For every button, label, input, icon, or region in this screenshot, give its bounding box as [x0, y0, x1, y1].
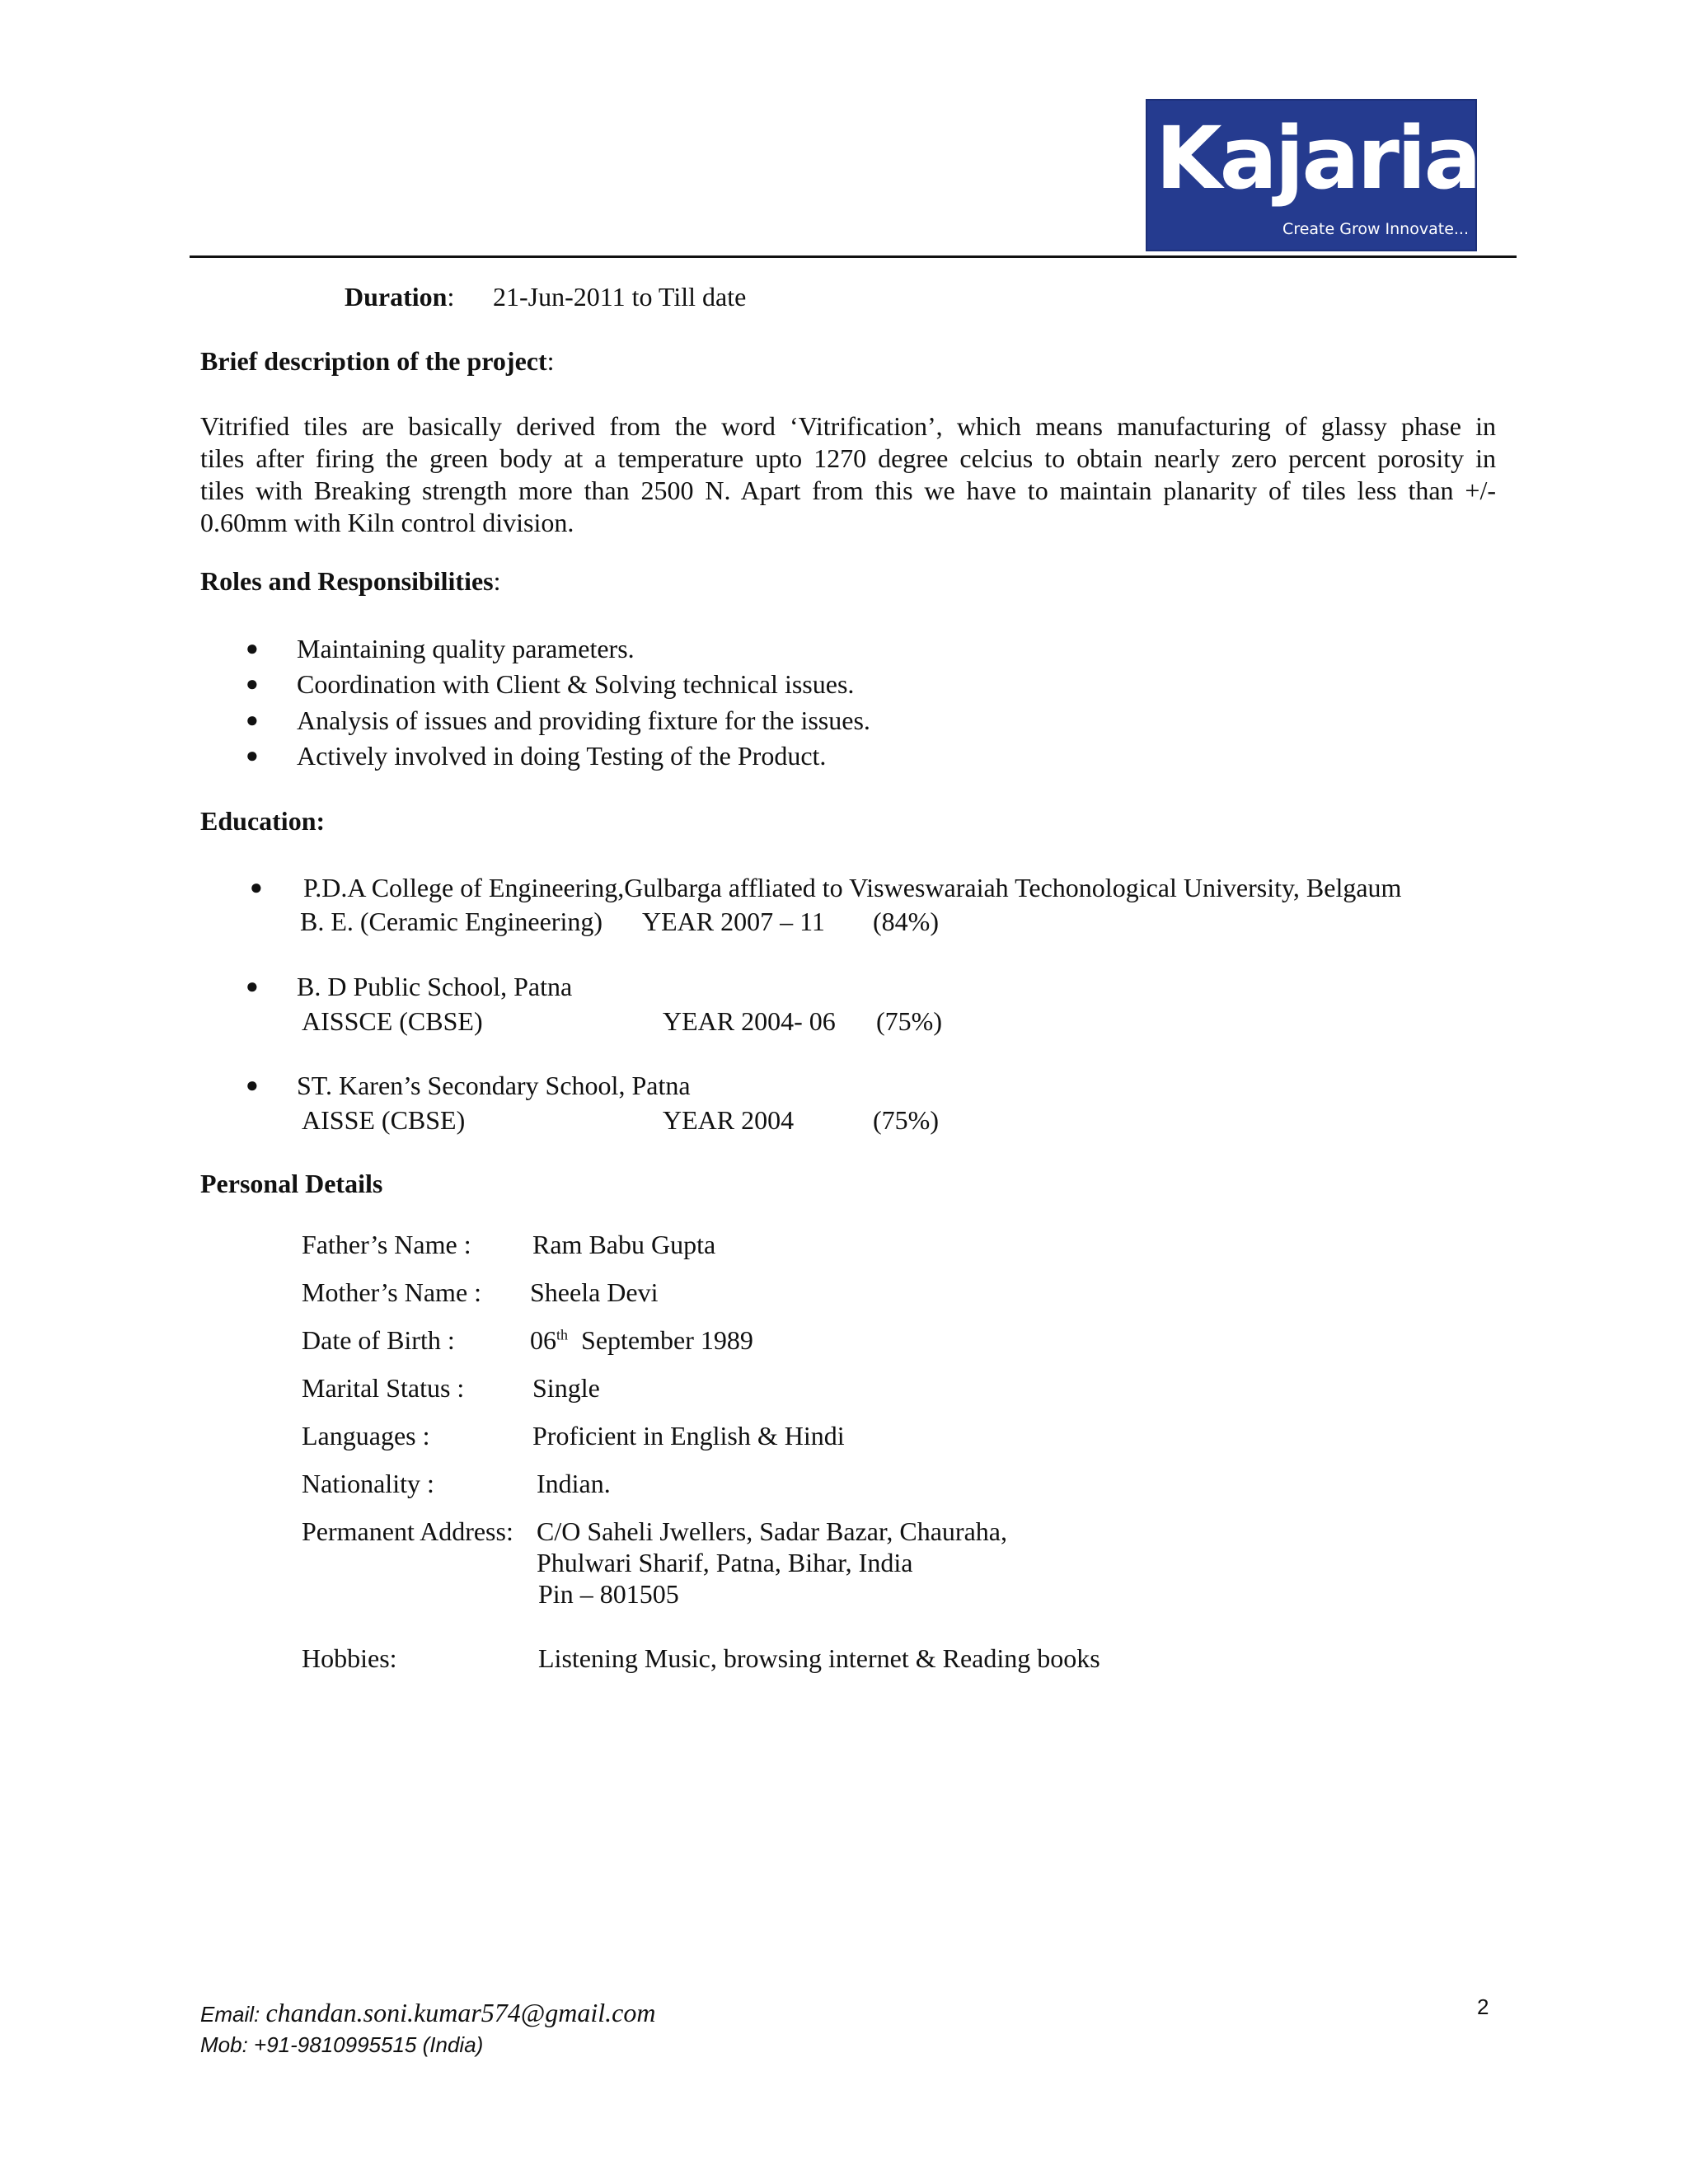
education-degree: AISSE (CBSE)	[302, 1105, 466, 1135]
brief-description	[200, 410, 1496, 539]
duration-value: 21-Jun-2011 to Till date	[493, 282, 747, 312]
languages-label: Languages :	[302, 1421, 430, 1451]
email-label: Email:	[200, 2002, 266, 2027]
bullet-icon: ●	[246, 708, 259, 732]
address-line: Pin – 801505	[538, 1579, 679, 1609]
hobbies: Listening Music, browsing internet & Reading books	[538, 1643, 1100, 1673]
roles-heading: Roles and Responsibilities	[200, 566, 494, 596]
education-year: YEAR 2004- 06	[663, 1006, 836, 1036]
education-heading: Education:	[200, 806, 326, 836]
email-link[interactable]: chandan.soni.kumar574@gmail.com	[265, 1998, 656, 2027]
nationality-label: Nationality :	[302, 1469, 434, 1498]
role-item: Analysis of issues and providing fixture for the issues.	[297, 705, 870, 735]
role-item: Coordination with Client & Solving technical issues.	[297, 669, 855, 699]
fathers-name-label: Father’s Name :	[302, 1230, 471, 1259]
nationality: Indian.	[537, 1469, 611, 1498]
languages: Proficient in English & Hindi	[532, 1421, 845, 1451]
page-number: 2	[1477, 1994, 1489, 2019]
education-degree: B. E. (Ceramic Engineering)	[300, 907, 603, 936]
brief-heading-row: Brief description of the project:	[200, 346, 555, 376]
duration-row: Duration:	[345, 282, 455, 312]
logo-brand: Kajaria	[1156, 108, 1479, 209]
address-label: Permanent Address:	[302, 1516, 513, 1546]
footer-mobile: Mob: +91-9810995515 (India)	[200, 2032, 484, 2057]
brief-line: tiles with Breaking strength more than 2500 N. Apart from this we have to maintain planarity of tiles less than +/-	[200, 476, 1496, 505]
marital-status-label: Marital Status :	[302, 1373, 465, 1403]
role-item: Maintaining quality parameters.	[297, 634, 635, 663]
education-institution: P.D.A College of Engineering,Gulbarga affliated to Visweswaraiah Techonological University, Belgaum	[303, 873, 1402, 902]
education-score: (84%)	[873, 907, 939, 936]
education-score: (75%)	[873, 1105, 939, 1135]
brief-line: tiles after firing the green body at a temperature upto 1270 degree celcius to obtain nearly zero percent porosity in	[200, 443, 1496, 473]
bullet-icon: ●	[246, 1073, 259, 1097]
dob-label: Date of Birth :	[302, 1325, 455, 1355]
bullet-icon: ●	[246, 974, 259, 998]
education-institution: ST. Karen’s Secondary School, Patna	[297, 1071, 691, 1100]
education-year: YEAR 2007 – 11	[642, 907, 825, 936]
company-logo	[1146, 99, 1477, 251]
bullet-icon: ●	[246, 743, 259, 767]
mothers-name-label: Mother’s Name :	[302, 1277, 482, 1307]
dob-rest: September 1989	[581, 1325, 753, 1355]
address-line: C/O Saheli Jwellers, Sadar Bazar, Chauraha,	[537, 1516, 1007, 1546]
role-item: Actively involved in doing Testing of the Product.	[297, 741, 827, 771]
dob-day: 06	[530, 1325, 556, 1355]
hobbies-label: Hobbies:	[302, 1643, 397, 1673]
brief-heading: Brief description of the project	[200, 346, 547, 376]
education-institution: B. D Public School, Patna	[297, 972, 573, 1001]
mothers-name: Sheela Devi	[530, 1277, 659, 1307]
dob-value	[530, 1324, 753, 1356]
bullet-icon: ●	[246, 672, 259, 696]
footer-email	[200, 1998, 655, 2028]
education-year: YEAR 2004	[663, 1105, 795, 1135]
brief-line: Vitrified tiles are basically derived from the word ‘Vitrification’, which means manufacturing of glassy phase in	[200, 411, 1496, 441]
dob-suffix: th	[556, 1326, 569, 1343]
brief-line: 0.60mm with Kiln control division.	[200, 508, 574, 537]
roles-heading-row: Roles and Responsibilities:	[200, 566, 501, 596]
address-line: Phulwari Sharif, Patna, Bihar, India	[537, 1548, 913, 1577]
education-score: (75%)	[876, 1006, 942, 1036]
header-rule	[190, 255, 1517, 258]
bullet-icon: ●	[250, 875, 263, 899]
duration-label: Duration	[345, 282, 448, 312]
education-degree: AISSCE (CBSE)	[302, 1006, 483, 1036]
marital-status: Single	[532, 1373, 600, 1403]
fathers-name: Ram Babu Gupta	[532, 1230, 716, 1259]
logo-tagline: Create Grow Innovate...	[1282, 220, 1469, 238]
bullet-icon: ●	[246, 636, 259, 660]
personal-heading: Personal Details	[200, 1169, 383, 1198]
